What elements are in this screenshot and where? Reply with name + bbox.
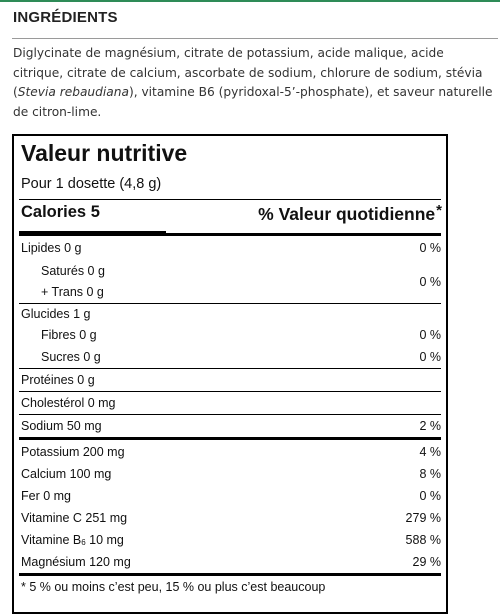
row-label: Glucides 1 g <box>21 307 91 321</box>
row-pct: 0 % <box>419 328 441 342</box>
row-label: Sodium 50 mg <box>21 419 102 433</box>
row-label: Lipides 0 g <box>21 241 82 255</box>
row-label: Fer 0 mg <box>21 489 72 503</box>
divider-thick <box>19 573 441 576</box>
row-satures-trans-pct: 0 % <box>419 275 441 289</box>
row-label: Protéines 0 g <box>21 373 95 387</box>
vitb6-label-post: 10 mg <box>85 533 124 547</box>
row-pct: 8 % <box>419 467 441 481</box>
divider <box>19 303 441 304</box>
vitb6-label-sub: 6 <box>81 538 86 547</box>
divider <box>19 391 441 392</box>
row-label: Saturés 0 g <box>41 264 105 278</box>
ingredients-text <box>13 44 493 122</box>
row-label: Calcium 100 mg <box>21 467 112 481</box>
row-label: Sucres 0 g <box>41 350 101 364</box>
row-label <box>21 533 124 547</box>
divider <box>19 368 441 369</box>
nutrition-facts-table <box>12 134 448 614</box>
divider-thick <box>19 233 441 236</box>
daily-value-header <box>258 202 442 225</box>
divider <box>19 199 441 200</box>
calories: Calories 5 <box>21 203 100 221</box>
divider <box>19 414 441 415</box>
ingredients-text-part2: ), vitamine B6 (pyridoxal-5’-phosphate), et saveur naturelle de citron-lime. <box>13 85 493 119</box>
vitb6-label-pre: Vitamine B <box>21 533 82 547</box>
row-label: + Trans 0 g <box>41 285 104 299</box>
divider-thick <box>19 437 441 440</box>
row-pct: 0 % <box>419 241 441 255</box>
row-pct: 588 % <box>405 533 441 547</box>
row-label: Magnésium 120 mg <box>21 555 131 569</box>
ingredients-text-italic: Stevia rebaudiana <box>17 85 129 99</box>
row-pct: 0 % <box>419 350 441 364</box>
row-label: Vitamine C 251 mg <box>21 511 128 525</box>
daily-value-asterisk: * <box>436 202 442 219</box>
ingredients-text-part1: Diglycinate de magnésium, citrate de potassium, acide malique, acide citrique, citrate de calcium, ascorbate de sodium, chlorure de sodium, stévia ( <box>13 46 483 99</box>
row-label: Cholestérol 0 mg <box>21 396 116 410</box>
row-pct: 29 % <box>412 555 441 569</box>
row-pct: 4 % <box>419 445 441 459</box>
row-pct: 0 % <box>419 489 441 503</box>
nutrition-facts-title: Valeur nutritive <box>21 140 188 166</box>
ingredients-divider <box>12 38 498 39</box>
ingredients-heading: INGRÉDIENTS <box>13 9 118 26</box>
top-accent-line <box>0 0 500 2</box>
row-pct: 279 % <box>405 511 441 525</box>
row-label: Fibres 0 g <box>41 328 97 342</box>
row-pct: 2 % <box>419 419 441 433</box>
row-label: Potassium 200 mg <box>21 445 125 459</box>
daily-value-header-text: % Valeur quotidienne <box>258 204 436 224</box>
serving-size: Pour 1 dosette (4,8 g) <box>21 176 162 192</box>
footnote: * 5 % ou moins c’est peu, 15 % ou plus c’est beaucoup <box>21 580 326 594</box>
